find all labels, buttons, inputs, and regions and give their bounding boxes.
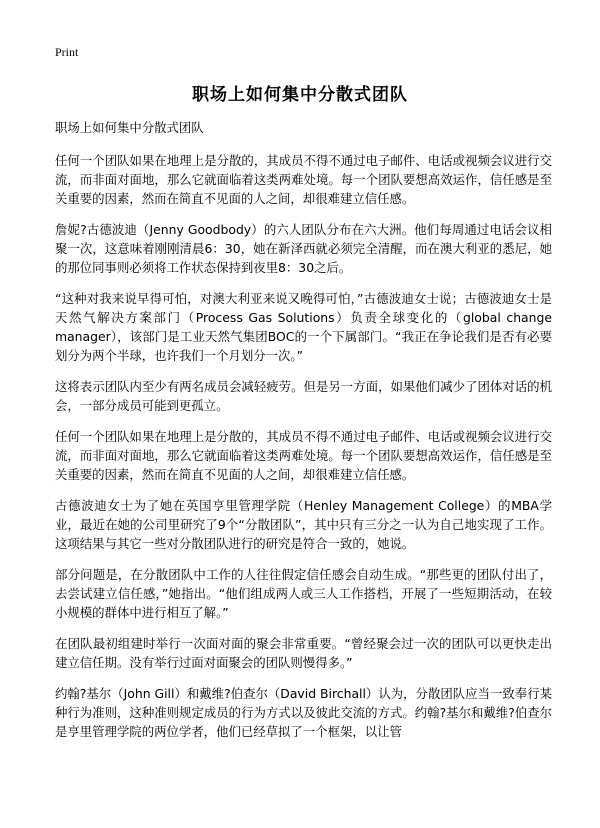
article-paragraph: “这种对我来说早得可怕，对澳大利亚来说又晚得可怕，”古德波迪女士说；古德波迪女士是天然气解决方案部门（Process Gas Solutions）负责全球变化的（global change manager），该部门是工业天然气集团BOC的一个下属部门。“我正在争论我们是否有必要划分为两个半球，也许我们一个月划分一次。”: [55, 291, 552, 363]
article-paragraph: 任何一个团队如果在地理上是分散的，其成员不得不通过电子邮件、电话或视频会议进行交流，而非面对面地，那么它就面临着这类两难处境。每一个团队要想高效运作，信任感是至关重要的因素，然而在简直不见面的人之间，却很难建立信任感。: [55, 153, 552, 206]
article-paragraph: 任何一个团队如果在地理上是分散的，其成员不得不通过电子邮件、电话或视频会议进行交流，而非面对面地，那么它就面临着这类两难处境。每一个团队要想高效运作，信任感是至关重要的因素，然而在简直不见面的人之间，却很难建立信任感。: [55, 429, 552, 482]
article-paragraph: 詹妮?古德波迪（Jenny Goodbody）的六人团队分布在六大洲。他们每周通过电话会议相聚一次，这意味着刚刚清晨6：30，她在新泽西就必须完全清醒，而在澳大利亚的悉尼，她的那位同事则必须将工作状态保持到夜里8：30之后。: [55, 222, 552, 275]
print-link[interactable]: Print: [55, 45, 79, 59]
article-paragraph: 部分问题是，在分散团队中工作的人往往假定信任感会自动生成。“那些更的团队付出了，去尝试建立信任感，”她指出。“他们组成两人或三人工作搭档，开展了一些短期活动，在较小规模的群体中进行相互了解。”: [55, 567, 552, 620]
article-body: [55, 118, 552, 753]
article-paragraph: 这将表示团队内至少有两名成员会减轻疲劳。但是另一方面，如果他们减少了团体对话的机会，一部分成员可能到更孤立。: [55, 379, 552, 413]
article-subtitle: 职场上如何集中分散式团队: [55, 120, 204, 135]
article-paragraph: 在团队最初组建时举行一次面对面的聚会非常重要。“曾经聚会过一次的团队可以更快走出建立信任期。没有举行过面对面聚会的团队则慢得多。”: [55, 636, 552, 670]
page-title: 职场上如何集中分散式团队: [192, 85, 408, 105]
article-paragraph: 古德波迪女士为了她在英国亨里管理学院（Henley Management College）的MBA学业，最近在她的公司里研究了9个“分散团队”，其中只有三分之一认为自己地实现了工作。这项结果与其它一些对分散团队进行的研究是符合一致的，她说。: [55, 498, 552, 551]
article-paragraph: 约翰?基尔（John Gill）和戴维?伯查尔（David Birchall）认为，分散团队应当一致奉行某种行为准则，这种准则规定成员的行为方式以及彼此交流的方式。约翰?基尔和戴维?伯查尔是亨里管理学院的两位学者，他们已经草拟了一个框架，以让管: [55, 686, 552, 739]
